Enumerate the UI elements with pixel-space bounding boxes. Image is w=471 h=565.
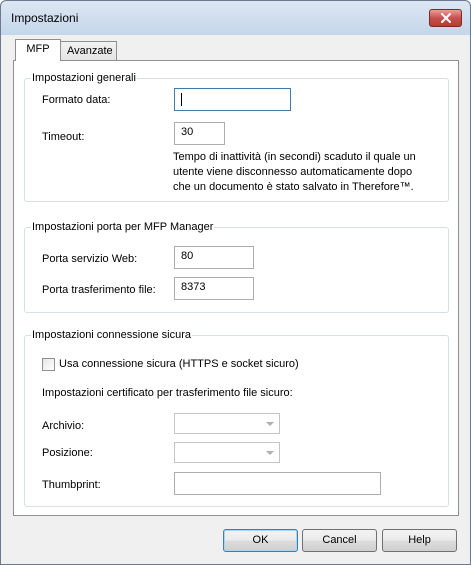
archive-select[interactable] — [174, 413, 280, 434]
general-settings-legend: Impostazioni generali — [32, 72, 136, 84]
date-format-label: Formato data: — [42, 94, 111, 106]
tab-avanzate[interactable]: Avanzate — [60, 41, 117, 61]
close-icon — [440, 13, 452, 23]
general-settings-group — [24, 72, 449, 202]
tab-mfp[interactable]: MFP — [15, 39, 61, 61]
secure-connection-group — [24, 329, 449, 507]
file-port-input[interactable]: 8373 — [174, 277, 254, 300]
timeout-label: Timeout: — [42, 131, 85, 143]
file-port-label: Porta trasferimento file: — [42, 284, 156, 296]
certificate-heading: Impostazioni certificato per trasferimento file sicuro: — [42, 387, 293, 399]
archive-label: Archivio: — [42, 420, 85, 432]
title-bar[interactable] — [1, 1, 470, 35]
port-settings-legend: Impostazioni porta per MFP Manager — [32, 221, 214, 233]
cancel-button[interactable]: Cancel — [302, 529, 377, 552]
tab-panel-mfp — [13, 60, 459, 516]
web-port-input[interactable]: 80 — [174, 246, 254, 269]
date-format-input[interactable] — [174, 88, 291, 111]
ok-button[interactable]: OK — [223, 529, 298, 552]
use-secure-label[interactable]: Usa connessione sicura (HTTPS e socket sicuro) — [59, 358, 299, 370]
timeout-description: Tempo di inattività (in secondi) scaduto il quale un utente viene disconnesso automaticamente dopo che un documento è stato salvato in Therefore™. — [173, 151, 416, 193]
thumbprint-label: Thumbprint: — [42, 479, 101, 491]
position-select[interactable] — [174, 442, 280, 463]
close-button[interactable] — [429, 9, 462, 27]
dialog-client-area — [6, 35, 466, 561]
help-button[interactable]: Help — [382, 529, 457, 552]
timeout-input[interactable]: 30 — [174, 122, 225, 145]
text-caret — [181, 93, 182, 106]
secure-connection-legend: Impostazioni connessione sicura — [32, 329, 191, 341]
port-settings-group — [24, 221, 449, 313]
chevron-down-icon — [266, 422, 274, 426]
thumbprint-input[interactable] — [174, 472, 381, 495]
window-title: Impostazioni — [11, 11, 79, 25]
use-secure-checkbox[interactable] — [42, 358, 55, 371]
position-label: Posizione: — [42, 447, 93, 459]
web-port-label: Porta servizio Web: — [42, 253, 138, 265]
chevron-down-icon — [266, 451, 274, 455]
